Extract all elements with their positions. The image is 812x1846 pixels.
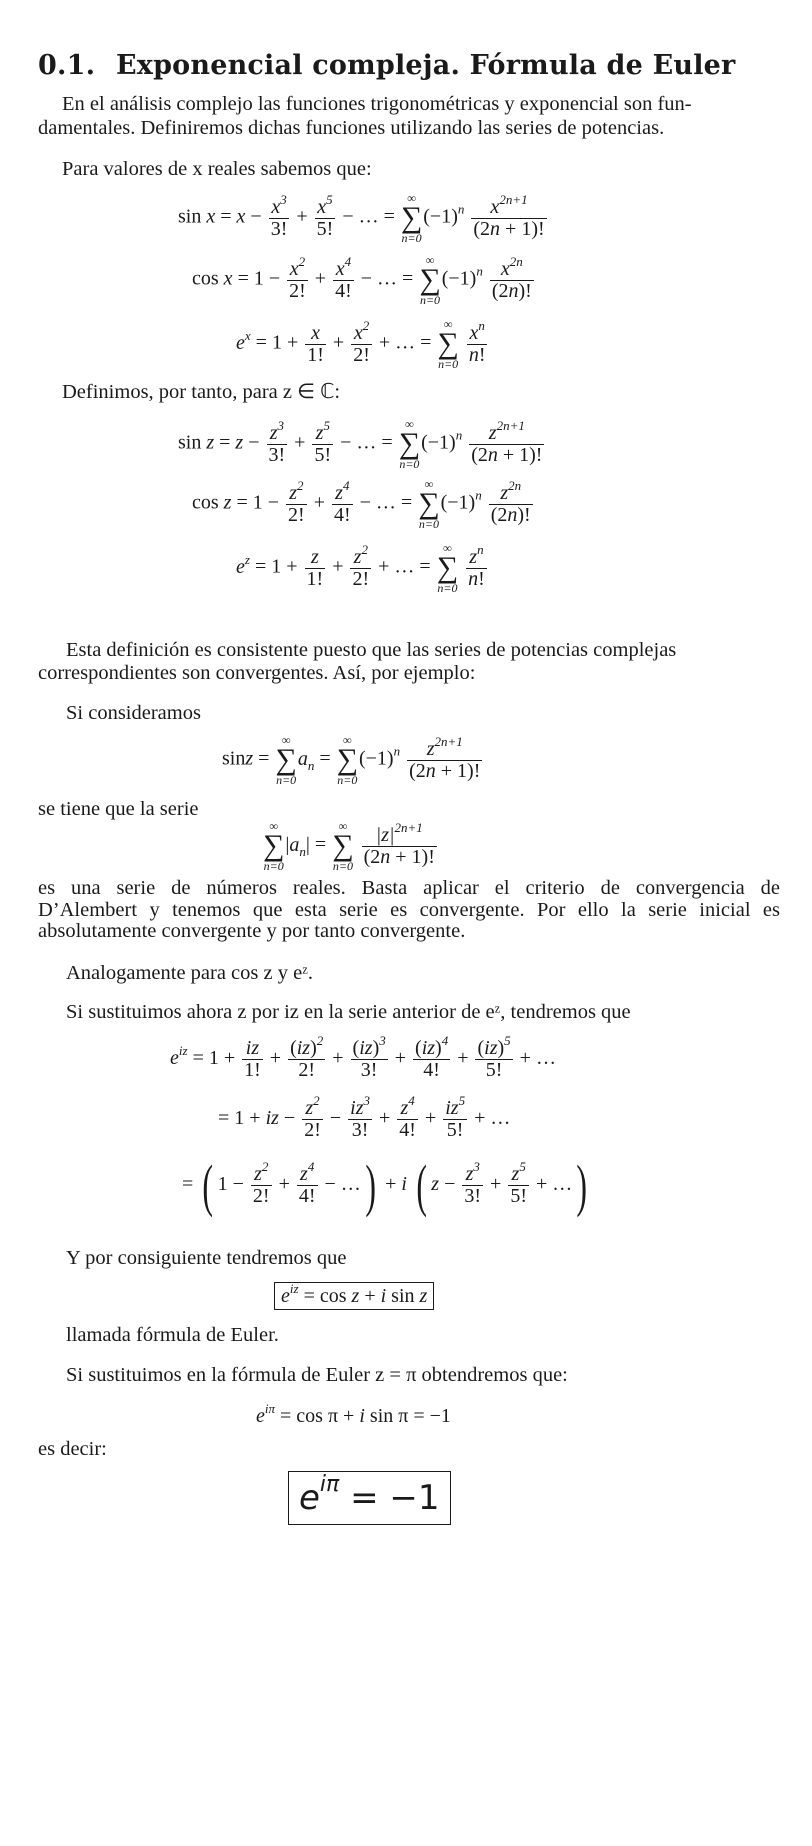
es-decir: es decir: [38,1438,107,1460]
real-intro: Para valores de x reales sabemos que: [62,158,372,180]
real-series-line-2: D’Alembert y tenemos que esta serie es convergente. Por ello la serie inicial es [38,899,780,921]
equation-cos-real: cos x = 1 − $\frac{x^2}{2!}$ + $\frac{x^4}{4!}$ − … = ∞ ∑ n=0 $(-1)^n$ $\frac{x^{2n}}{(2n)!}$ [192,253,532,307]
euler-identity-box: $e^{i\pi} = -1$ [288,1478,451,1518]
equation-abs-series: ∞ ∑ n=0 $|a_n|$ = ∞ ∑ n=0 $\frac{|z|^{2n+1}}{(2n + 1)!}$ [263,819,435,873]
equation-exp-complex: $e^z = 1$ + $\frac{z}{1!}$ + $\frac{z^2}{2!}$ + … = ∞ ∑ n=0 $\frac{z^n}{n!}$ [236,541,485,595]
equation-exp-real: $e^x = 1$ + $\frac{x}{1!}$ + $\frac{x^2}{2!}$ + … = ∞ ∑ n=0 $\frac{x^n}{n!}$ [236,317,486,371]
intro-line-2: damentales. Definiremos dichas funciones utilizando las series de potencias. [38,117,665,139]
real-series-line-3: absolutamente convergente y por tanto convergente. [38,920,466,942]
si-consideramos: Si consideramos [66,702,201,724]
equation-eiz-expansion: $e^{iz} = 1$ + $\frac{iz}{1!}$ + $\frac{(iz)^2}{2!}$ + $\frac{(iz)^3}{3!}$ + $\frac{(iz)^4}{4!}$ + $\frac{(iz)^5}{5!}$ + … [170,1033,556,1081]
analog-text: Analogamente para cos z y eᶻ. [66,962,313,984]
equation-sin-real: sin x = x − $\frac{x^3}{3!}$ + $\frac{x^5}{5!}$ − … = ∞ ∑ n=0 $(-1)^n$ $\frac{x^{2n+1}}{(2n + 1)!}$ [178,191,545,245]
intro-line-1: En el análisis complejo las funciones trigonométricas y exponencial son fun- [62,93,692,115]
llamada-text: llamada fórmula de Euler. [66,1324,279,1346]
section-heading [38,50,735,81]
equation-sin-an: sinz = ∞ ∑ n=0 $a_n$ = ∞ ∑ n=0 $(-1)^n$ $\frac{z^{2n+1}}{(2n + 1)!}$ [222,733,481,787]
equation-eiz-grouped: = ( 1 − $\frac{z^2}{2!}$ + $\frac{z^4}{4!}$ − …) + i ( z − $\frac{z^3}{3!}$ + $\frac{z^5}{5!}$ + …) [182,1153,588,1218]
defin-intro: Definimos, por tanto, para z ∈ ℂ: [62,381,341,403]
por-consiguiente: Y por consiguiente tendremos que [66,1247,347,1269]
real-series-line-1: es una serie de números reales. Basta aplicar el criterio de convergencia de [38,877,780,899]
equation-cos-complex: cos z = 1 − $\frac{z^2}{2!}$ + $\frac{z^4}{4!}$ − … = ∞ ∑ n=0 $(-1)^n$ $\frac{z^{2n}}{(2n)!}$ [192,477,531,531]
se-tiene: se tiene que la serie [38,798,199,820]
equation-eiz-simplified: = 1 + iz − $\frac{z^2}{2!}$ − $\frac{iz^3}{3!}$ + $\frac{z^4}{4!}$ + $\frac{iz^5}{5!}$ + … [218,1093,511,1141]
consistent-line-1: Esta definición es consistente puesto que las series de potencias complejas [66,639,677,661]
section-title: Exponencial compleja. Fórmula de Euler [116,50,736,81]
sustituimos-text: Si sustituimos ahora z por iz en la serie anterior de eᶻ, tendremos que [66,1001,631,1023]
euler-formula-box: $e^{iz} = \cos z + i$ sin z [274,1285,434,1308]
equation-sin-complex: sin z = z − $\frac{z^3}{3!}$ + $\frac{z^5}{5!}$ − … = ∞ ∑ n=0 $(-1)^n$ $\frac{z^{2n+1}}{(2n + 1)!}$ [178,417,543,471]
equation-euler-pi: $e^{i\pi} = \cos \pi + i$ sin π = −1 [256,1401,451,1427]
section-number: 0.1. [38,50,96,81]
sust-euler-text: Si sustituimos en la fórmula de Euler z = π obtendremos que: [66,1364,568,1386]
consistent-line-2: correspondientes son convergentes. Así, por ejemplo: [38,662,476,684]
